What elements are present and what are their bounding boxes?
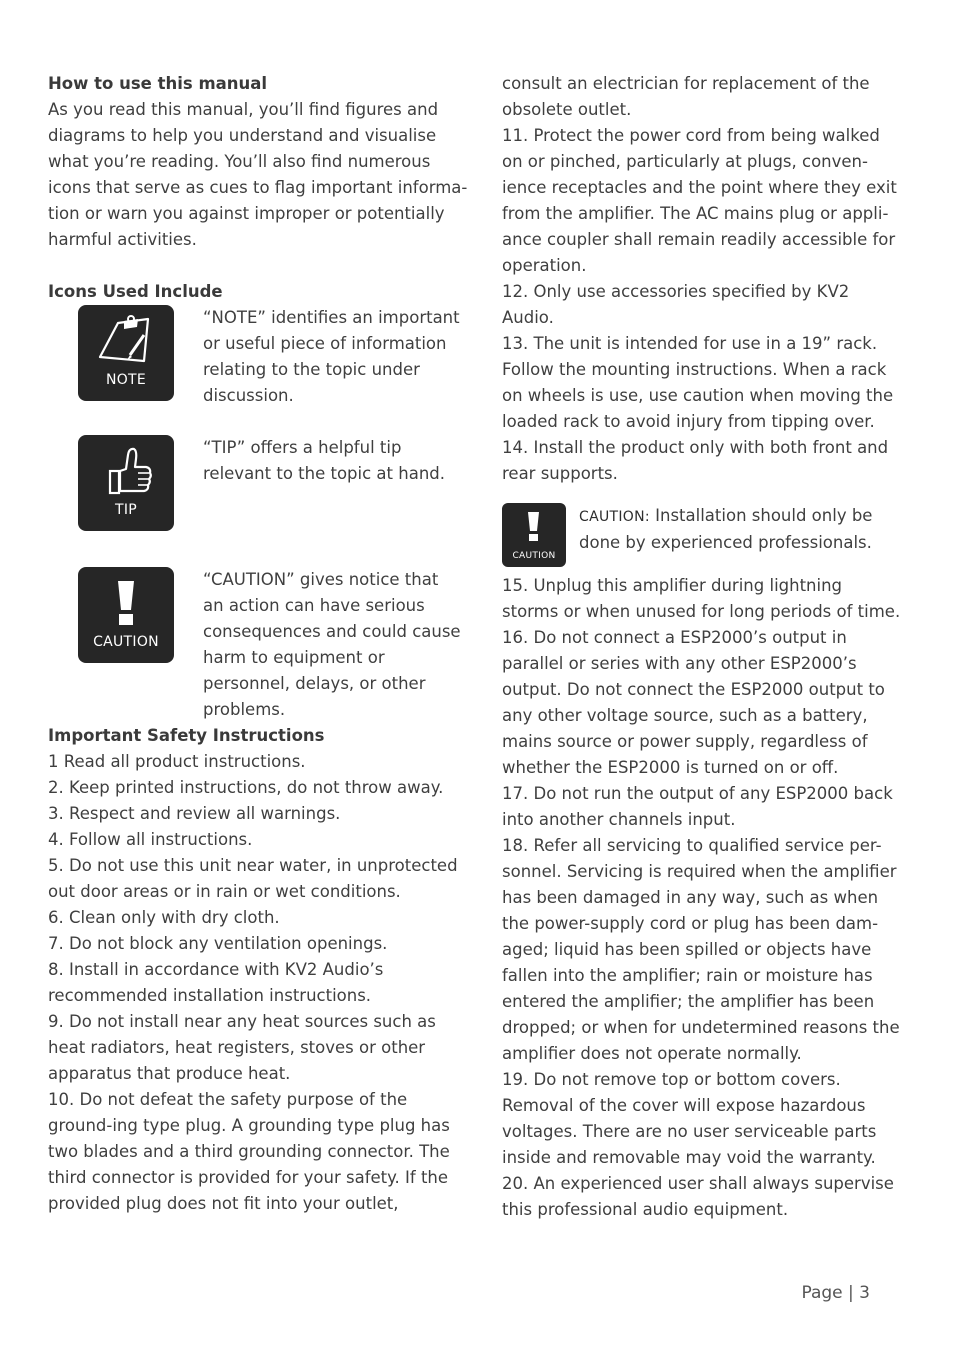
safety-heading: Important Safety Instructions [48, 726, 325, 745]
caution-callout-text [579, 503, 902, 556]
caution-small-badge [502, 503, 566, 567]
safety-item: 6. Clean only with dry cloth. [48, 908, 280, 927]
clipboard-pencil-icon [78, 305, 174, 375]
safety-item: 14. Install the product only with both front and rear supports. [502, 438, 889, 483]
caution-callout-body: Installation should only be done by experienced professionals. [579, 506, 873, 552]
safety-item: consult an electrician for replacement of the obsolete outlet. [502, 74, 870, 119]
caution-badge [78, 567, 174, 663]
safety-item: 15. Unplug this amplifier during lightning storms or when unused for long periods of time. [502, 576, 901, 621]
safety-item: 12. Only use accessories specified by KV2 Audio. [502, 282, 850, 327]
thumbs-up-icon [78, 435, 174, 505]
page-number: Page | 3 [801, 1283, 870, 1303]
icons-heading: Icons Used Include [48, 282, 223, 301]
safety-item: 9. Do not install near any heat sources such as heat radiators, heat registers, stoves or other apparatus that produce heat. [48, 1012, 436, 1083]
tip-description: “TIP” offers a helpful tip relevant to the topic at hand. [203, 438, 445, 483]
safety-item: 13. The unit is intended for use in a 19” rack. Follow the mounting instructions. When a rack on wheels is use, use caution when moving the loaded rack to avoid injury from tipping over. [502, 334, 894, 431]
how-to-use-heading: How to use this manual [48, 74, 268, 93]
caution-small-label: CAUTION [512, 551, 556, 561]
caution-label: CAUTION [93, 634, 159, 650]
caution-icon-row [48, 567, 473, 723]
note-label: NOTE [105, 372, 147, 388]
safety-item: 8. Install in accordance with KV2 Audio’s recommended installation instructions. [48, 960, 384, 1005]
how-to-use-body: As you read this manual, you’ll find figures and diagrams to help you understand and visualise what you’re reading. You’ll also find numerous icons that serve as cues to flag important informa-tion or warn you against improper or potentially harmful activities. [48, 100, 468, 249]
tip-label: TIP [114, 502, 138, 518]
left-column [48, 71, 473, 1217]
safety-item: 11. Protect the power cord from being walked on or pinched, particularly at plugs, conven-ience receptacles and the point where they exit from the amplifier. The AC mains plug or appli-ance coupler shall remain readily accessible for operation. [502, 126, 897, 275]
note-icon-row [48, 305, 473, 435]
safety-item: 5. Do not use this unit near water, in unprotected out door areas or in rain or wet conditions. [48, 856, 458, 901]
caution-description: “CAUTION” gives notice that an action can have serious consequences and could cause harm to equipment or personnel, delays, or other problems. [203, 570, 461, 719]
safety-item: 20. An experienced user shall always supervise this professional audio equipment. [502, 1174, 894, 1219]
safety-item: 18. Refer all servicing to qualified service per-sonnel. Servicing is required when the amplifier has been damaged in any way, such as when the power-supply cord or plug has been dam-aged; liquid has been spilled or objects have fallen into the amplifier; rain or moisture has entered the amplifier; the amplifier has been dropped; or when for undetermined reasons the amplifier does not operate normally. [502, 836, 900, 1063]
caution-word: CAUTION: [579, 509, 650, 525]
caution-callout [502, 487, 902, 573]
exclamation-icon [78, 567, 174, 637]
safety-item: 4. Follow all instructions. [48, 830, 253, 849]
safety-item: 1 Read all product instructions. [48, 752, 306, 771]
note-description: “NOTE” identifies an important or useful piece of information relating to the topic under discussion. [203, 308, 460, 405]
safety-item: 2. Keep printed instructions, do not throw away. [48, 778, 444, 797]
note-badge [78, 305, 174, 401]
tip-badge [78, 435, 174, 531]
tip-icon-row [48, 435, 473, 567]
safety-item: 16. Do not connect a ESP2000’s output in parallel or series with any other ESP2000’s output. Do not connect the ESP2000 output to any other voltage source, such as a battery, mains source or power supply, regardless of whether the ESP2000 is turned on or off. [502, 628, 885, 777]
safety-item: 3. Respect and review all warnings. [48, 804, 341, 823]
safety-item: 17. Do not run the output of any ESP2000 back into another channels input. [502, 784, 893, 829]
safety-item: 7. Do not block any ventilation openings. [48, 934, 388, 953]
exclamation-icon [502, 503, 566, 549]
right-column [502, 71, 902, 1223]
safety-item: 19. Do not remove top or bottom covers. Removal of the cover will expose hazardous voltages. There are no user serviceable parts inside and removable may void the warranty. [502, 1070, 877, 1167]
safety-item: 10. Do not defeat the safety purpose of the ground-ing type plug. A grounding type plug has two blades and a third grounding connector. The third connector is provided for your safety. If the provided plug does not fit into your outlet, [48, 1090, 450, 1213]
